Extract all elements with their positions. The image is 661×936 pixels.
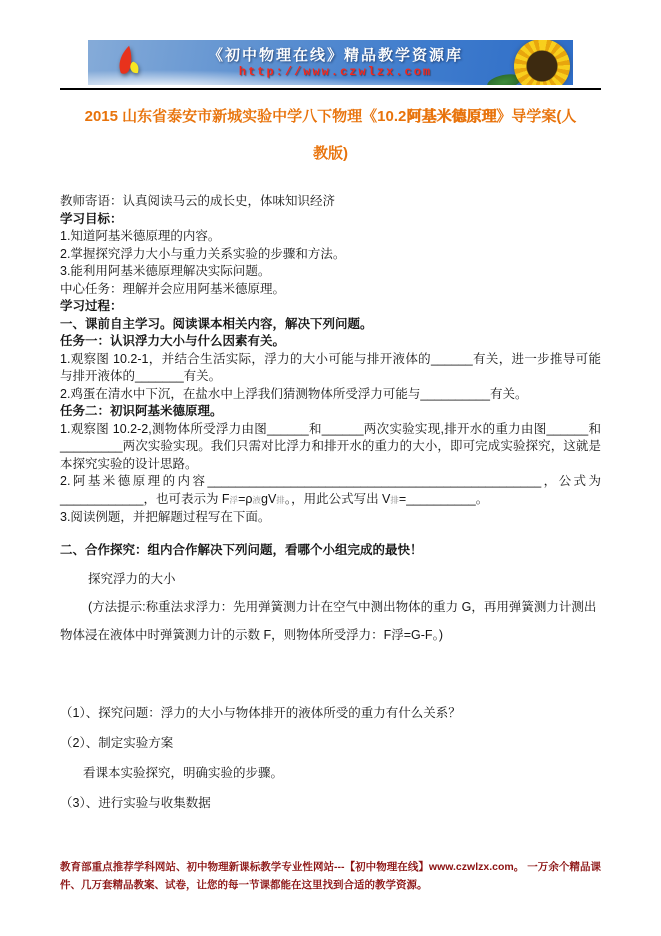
paragraph: 2.掌握探究浮力大小与重力关系实验的步骤和方法。: [60, 246, 346, 261]
paragraph: 学习目标：: [60, 211, 123, 226]
paragraph: 3.能利用阿基米德原理解决实际问题。: [60, 264, 271, 278]
page-content: [60, 0, 601, 817]
paragraph: 中心任务：理解并会应用阿基米德原理。: [60, 281, 286, 296]
paragraph: 学习过程：: [60, 299, 123, 313]
document-body: [60, 193, 601, 817]
title-line: 教版): [313, 145, 348, 162]
paragraph: (方法提示:称重法求浮力：先用弹簧测力计在空气中测出物体的重力 G，再用弹簧测力计测出物体浸在液体中时弹簧测力计的示数 F，则物体所受浮力：F浮=G-F。): [60, 600, 597, 642]
header-rule: [60, 88, 601, 90]
paragraph: 教师寄语：认真阅读马云的成长史，体味知识经济: [60, 194, 336, 208]
paragraph: 探究浮力的大小: [88, 572, 176, 586]
banner-text-block: [150, 48, 573, 78]
paragraph: 任务二：初识阿基米德原理。: [60, 404, 223, 418]
paragraph: 一、课前自主学习。阅读课本相关内容，解决下列问题。: [60, 316, 373, 331]
footer-text: 教育部重点推荐学科网站、初中物理新课标教学专业性网站---【初中物理在线】www.czwlzx.com。 一万余个精品课件、几万套精品教案、试卷，让您的每一节课都能在这里找到合适的教学资源。: [60, 861, 601, 891]
footer-note: [60, 858, 601, 894]
site-logo-icon: [110, 43, 150, 83]
paragraph: 任务一：认识浮力大小与什么因素有关。: [60, 334, 286, 348]
paragraph: 二、合作探究：组内合作解决下列问题，看哪个小组完成的最快！: [60, 542, 423, 557]
paragraph: 2.阿基米德原理的内容________________________________________________，公式为____________，也可表示为 F浮=ρ液gV排。，用此公式写出 V排=__________。: [60, 474, 601, 506]
paragraph: （3）、进行实验与收集数据: [60, 796, 211, 810]
paragraph: 1.观察图 10.2-1，并结合生活实际，浮力的大小可能与排开液体的______有关，进一步推导可能与排开液体的_______有关。: [60, 351, 601, 383]
paragraph: （2）、制定实验方案: [60, 736, 174, 750]
banner-site-title: 《初中物理在线》精品教学资源库: [207, 46, 463, 64]
header-banner: [88, 40, 573, 85]
paragraph: （1）、探究问题：浮力的大小与物体排开的液体所受的重力有什么关系？: [60, 706, 461, 720]
paragraph: 1.观察图 10.2-2,测物体所受浮力由图______和______两次实验实现,排开水的重力由图______和_________两次实验实现。我们只需对比浮力和排开水的重力的大小，即可完成实验探究，这就是本探究实验的设计思路。: [60, 421, 601, 471]
banner-site-url[interactable]: http://www.czwlzx.com: [238, 64, 433, 79]
paragraph: 1.知道阿基米德原理的内容。: [60, 229, 221, 243]
page-title: [60, 98, 601, 172]
paragraph: 2.鸡蛋在清水中下沉，在盐水中上浮我们猜测物体所受浮力可能与__________有关。: [60, 386, 528, 401]
paragraph: 3.阅读例题，并把解题过程写在下面。: [60, 510, 271, 524]
sunflower-icon: [514, 40, 570, 85]
paragraph: 看课本实验探究，明确实验的步骤。: [83, 766, 284, 780]
title-line: 2015 山东省泰安市新城实验中学八下物理《10.2阿基米德原理》导学案(人: [84, 108, 577, 125]
